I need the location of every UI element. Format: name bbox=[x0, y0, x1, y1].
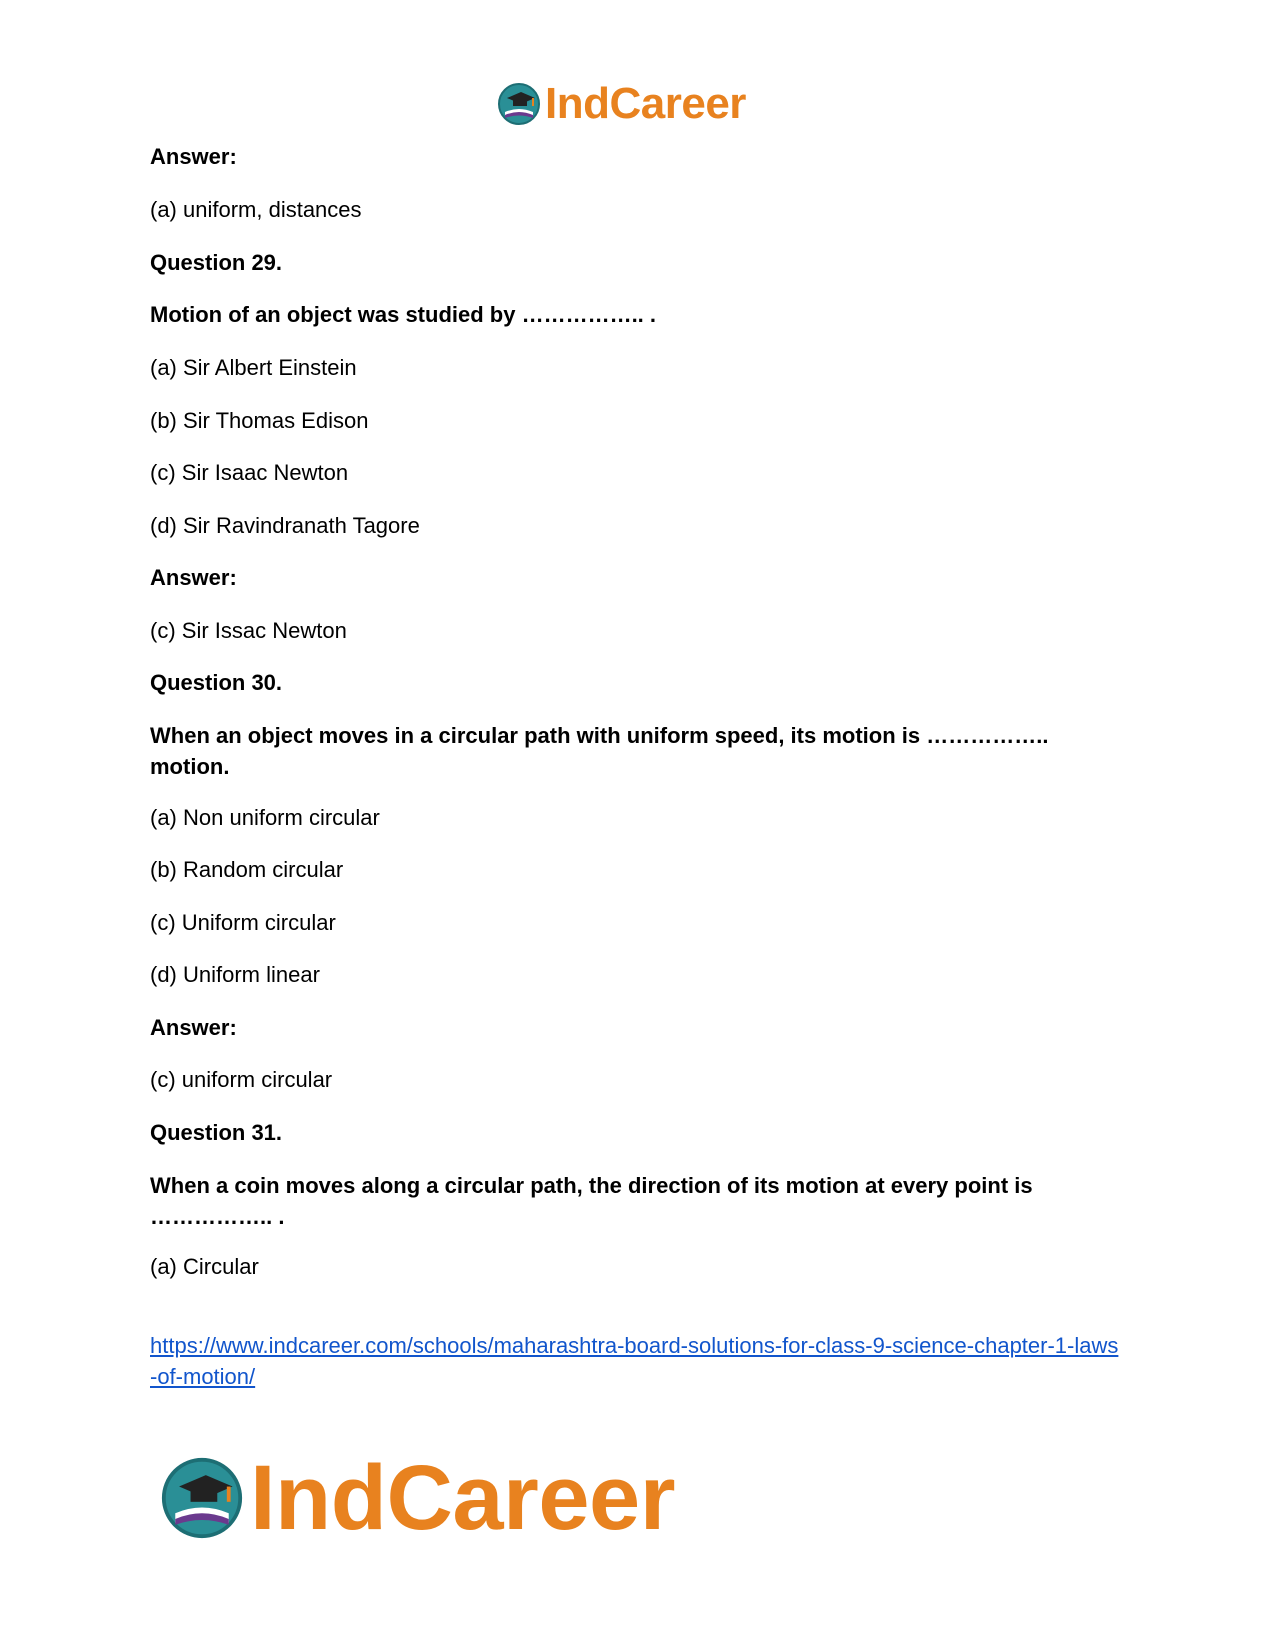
answer-label: Answer: bbox=[150, 565, 237, 590]
question-text: Motion of an object was studied by …………….. . bbox=[150, 302, 657, 327]
answer-label: Answer: bbox=[150, 1015, 237, 1040]
option-d: (d) Uniform linear bbox=[150, 962, 320, 987]
option-b: (b) Random circular bbox=[150, 857, 344, 882]
option-a: (a) Non uniform circular bbox=[150, 805, 380, 830]
option-c: (c) Uniform circular bbox=[150, 910, 336, 935]
option-a: (a) Sir Albert Einstein bbox=[150, 355, 357, 380]
answer-text: (c) uniform circular bbox=[150, 1067, 333, 1092]
question-number: Question 29. bbox=[150, 250, 283, 275]
question-number: Question 30. bbox=[150, 670, 283, 695]
option-a: (a) Circular bbox=[150, 1254, 259, 1279]
graduation-book-globe-icon bbox=[497, 82, 541, 126]
question-text: When a coin moves along a circular path, the direction of its motion at every point is …………….. . bbox=[150, 1173, 1033, 1229]
answer-label: Answer: bbox=[150, 144, 237, 169]
question-text: When an object moves in a circular path with uniform speed, its motion is …………….. motion. bbox=[150, 723, 1049, 779]
question-number: Question 31. bbox=[150, 1120, 283, 1145]
logo-wordmark: IndCareer bbox=[545, 79, 746, 128]
option-b: (b) Sir Thomas Edison bbox=[150, 408, 369, 433]
answer-text: (c) Sir Issac Newton bbox=[150, 618, 347, 643]
footer-logo bbox=[160, 1446, 675, 1549]
option-c: (c) Sir Isaac Newton bbox=[150, 460, 349, 485]
answer-text: (a) uniform, distances bbox=[150, 197, 362, 222]
source-link[interactable]: https://www.indcareer.com/schools/maharashtra-board-solutions-for-class-9-science-chapter-1-laws-of-motion/ bbox=[150, 1333, 1119, 1389]
option-d: (d) Sir Ravindranath Tagore bbox=[150, 513, 420, 538]
logo-wordmark: IndCareer bbox=[250, 1446, 675, 1549]
header-logo bbox=[497, 80, 746, 128]
graduation-book-globe-icon bbox=[160, 1456, 244, 1540]
